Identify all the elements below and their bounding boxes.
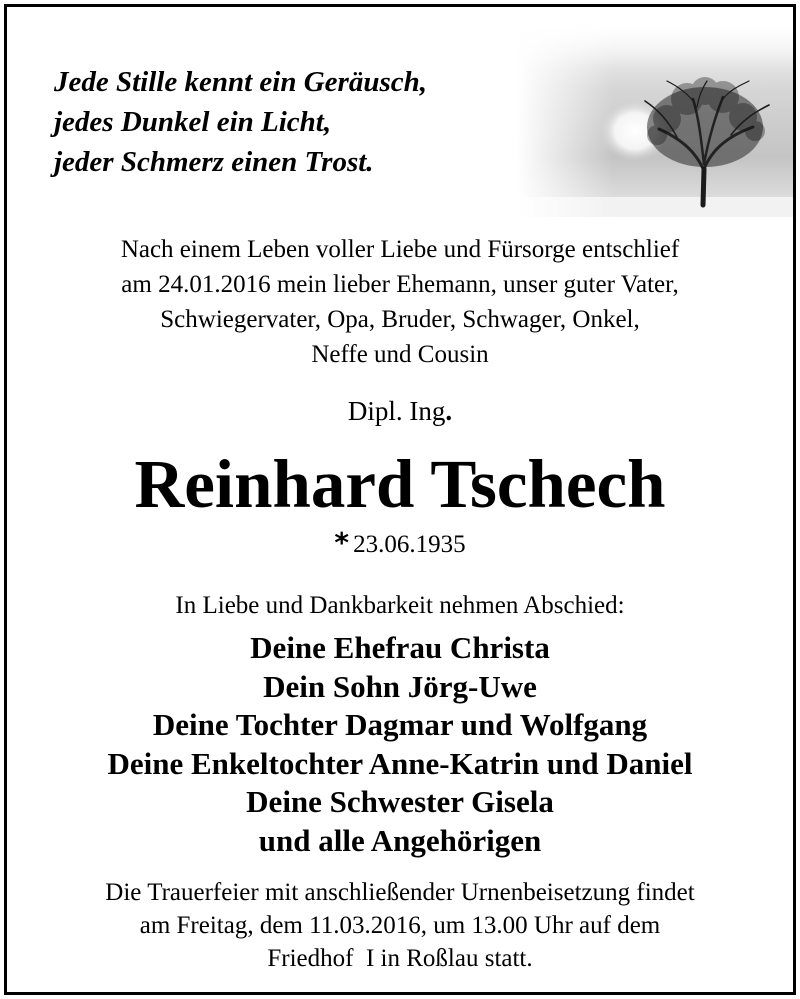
obituary-notice	[4, 4, 796, 995]
service-line: am Freitag, dem 11.03.2016, um 13.00 Uhr auf dem	[139, 912, 661, 939]
quote-line: jedes Dunkel ein Licht,	[54, 106, 332, 138]
mourner-line: Dein Sohn Jörg-Uwe	[263, 668, 537, 704]
mourners-list	[7, 629, 793, 860]
intro-line: am 24.01.2016 mein lieber Ehemann, unser guter Vater,	[121, 271, 679, 298]
mourner-line: Deine Schwester Gisela	[246, 784, 554, 819]
title-text: Dipl. Ing	[347, 396, 446, 426]
funeral-service-info	[7, 876, 793, 975]
service-line: Die Trauerfeier mit anschließender Urnenbeisetzung findet	[105, 879, 695, 906]
deceased-name: Reinhard Tschech	[134, 446, 666, 522]
mourner-line: Deine Tochter Dagmar und Wolfgang	[152, 707, 648, 742]
farewell-text: In Liebe und Dankbarkeit nehmen Abschied:	[175, 592, 625, 619]
tree-icon	[517, 19, 793, 217]
service-line: Friedhof I in Roßlau statt.	[267, 945, 533, 972]
intro-line: Neffe und Cousin	[311, 341, 489, 368]
birth-date-line	[7, 525, 793, 563]
academic-title	[7, 393, 793, 429]
quote-line: jeder Schmerz einen Trost.	[54, 146, 374, 178]
title-dot: .	[445, 396, 453, 426]
birth-star-icon: *	[334, 526, 350, 559]
mourner-line: und alle Angehörigen	[258, 822, 542, 858]
intro-text	[7, 232, 793, 372]
intro-line: Schwiegervater, Opa, Bruder, Schwager, Onkel,	[160, 306, 640, 333]
intro-line: Nach einem Leben voller Liebe und Fürsorge entschlief	[120, 236, 680, 263]
quote-line: Jede Stille kennt ein Geräusch,	[54, 66, 427, 98]
memorial-quote	[54, 62, 427, 182]
mourner-line: Deine Enkeltochter Anne-Katrin und Daniel	[107, 745, 693, 781]
birth-date: 23.06.1935	[353, 531, 466, 558]
mourner-line: Deine Ehefrau Christa	[250, 630, 550, 665]
